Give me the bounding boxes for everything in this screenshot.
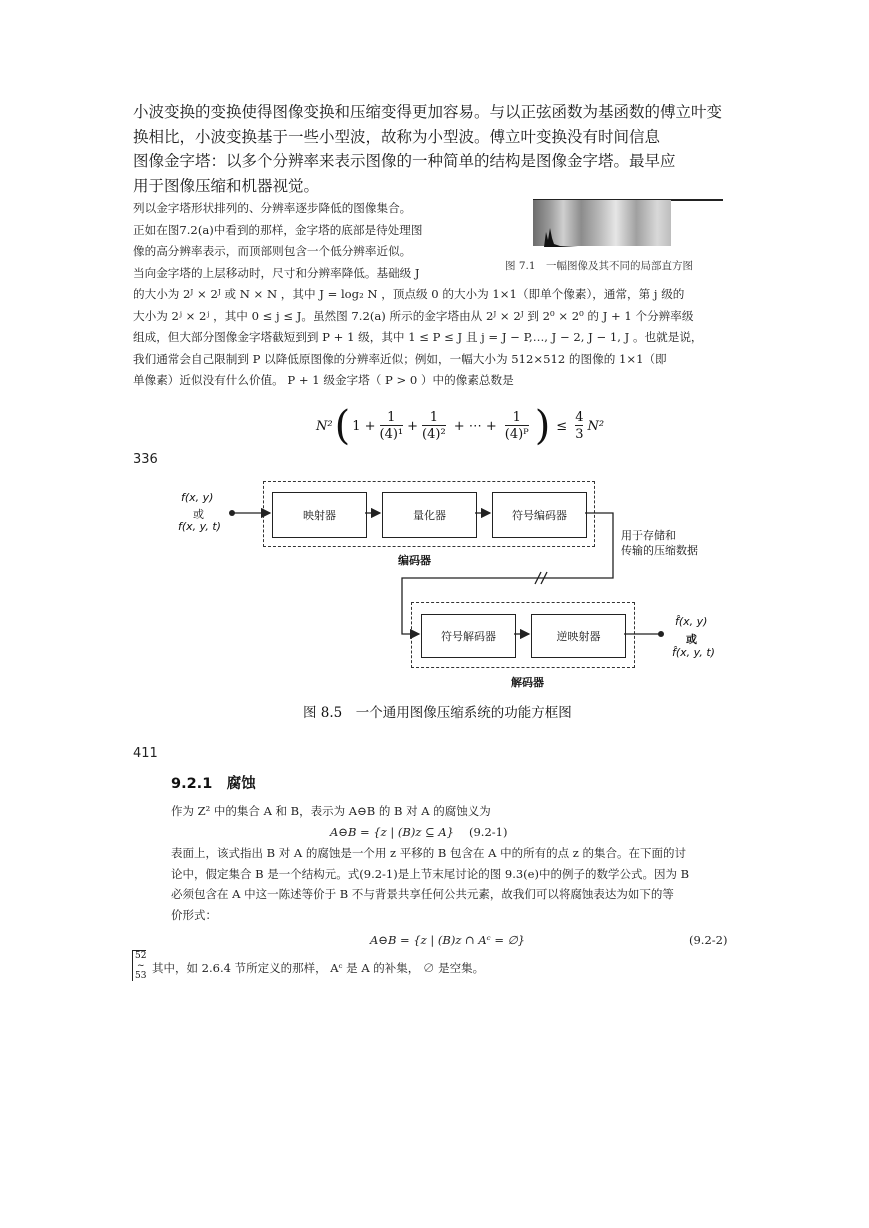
scan-line: 列以金字塔形状排列的、分辨率逐步降低的图像集合。 (133, 201, 412, 215)
formula-lead: N² (316, 418, 333, 434)
scan-line: 正如在图7.2(a)中看到的那样，金字塔的底部是待处理图 (133, 222, 423, 237)
formula-paren-close: ) (534, 403, 551, 449)
page-number: 336 (133, 452, 158, 467)
mapper-box: 映射器 (272, 492, 367, 538)
input-label: f(x, y) (181, 491, 214, 504)
inverse-mapper-box: 逆映射器 (531, 614, 626, 658)
formula-fraction: $\frac{1}{\text{(4)²}}$ (422, 410, 446, 442)
scan-line: 单像素）近似没有什么价值。 P + 1 级金字塔（ P > 0 ）中的像素总数是 (133, 373, 514, 387)
paragraph-line: 必须包含在 A 中这一陈述等价于 B 不与背景共享任何公共元素，故我们可以将腐蚀表达为如下的等 (171, 887, 674, 901)
equation-number: (9.2-2) (689, 933, 728, 947)
pyramid-formula: N² ( 1 + $\frac{1}{\text{(4)¹}}$ + $\frac{1}{\text{(4)²}}$ + ⋯ + $\frac{1}{\text{(4)ᴾ}}$ ) ≤ $\frac{4}{3}$ N² (316, 403, 605, 449)
formula-fraction: $\frac{4}{3}$ (575, 410, 584, 442)
symbol-decoder-box: 符号解码器 (421, 614, 516, 658)
figure-8-5-caption: 图 8.5 一个通用图像压缩系统的功能方框图 (303, 705, 572, 721)
page-number: 411 (133, 746, 158, 761)
decoder-label: 解码器 (511, 676, 544, 689)
paragraph-line: 表面上，该式指出 B 对 A 的腐蚀是一个用 z 平移的 B 包含在 A 中的所有的点 z 的集合。在下面的讨 (171, 846, 686, 860)
paragraph-line: 论中，假定集合 B 是一个结构元。式(9.2-1)是上节末尾讨论的图 9.3(e)中的例子的数学公式。因为 B (171, 866, 690, 881)
output-dot (658, 631, 664, 637)
input-or-label: 或 (193, 508, 204, 521)
equation-9-2-2: A⊖B = {z | (B)z ∩ Aᶜ = ∅} (370, 933, 525, 947)
figure-7-1-caption: 图 7.1 一幅图像及其不同的局部直方图 (505, 260, 694, 272)
intro-line: 用于图像压缩和机器视觉。 (133, 176, 320, 195)
quantizer-box: 量化器 (382, 492, 477, 538)
margin-mark: 52 ~ 53 (132, 950, 146, 981)
scan-line: 像的高分辨率表示，而顶部则包含一个低分辨率近似。 (133, 244, 412, 258)
scan-line: 大小为 2ʲ × 2ʲ ，其中 0 ≤ j ≤ J。虽然图 7.2(a) 所示的金字塔由从 2ᴶ × 2ᴶ 到 2⁰ × 2⁰ 的 J + 1 个分辨率级 (133, 308, 694, 323)
symbol-encoder-box: 符号编码器 (492, 492, 587, 538)
scan-line: 当向金字塔的上层移动时，尺寸和分辨率降低。基础级 J (133, 265, 420, 280)
storage-label: 传输的压缩数据 (621, 544, 698, 557)
intro-line: 图像金字塔：以多个分辨率来表示图像的一种简单的结构是图像金字塔。最早应 (133, 152, 676, 170)
section-paragraph (171, 843, 689, 925)
section-last-line: 其中，如 2.6.4 节所定义的那样， Aᶜ 是 A 的补集， ∅ 是空集。 (152, 961, 485, 975)
section-intro-line: 作为 Z² 中的集合 A 和 B，表示为 A⊖B 的 B 对 A 的腐蚀义为 (171, 804, 491, 818)
equation-9-2-1: A⊖B = {z | (B)z ⊆ A} (330, 825, 454, 839)
storage-label: 用于存储和 (621, 529, 676, 542)
channel-path (402, 513, 613, 634)
equation-number: (9.2-1) (469, 825, 508, 839)
encoder-label: 编码器 (398, 554, 431, 567)
formula-paren-open: ( (334, 403, 351, 449)
output-or-label: 或 (686, 633, 697, 646)
output-label: f̂(x, y) (675, 615, 708, 628)
scan-line: 的大小为 2ᴶ × 2ᴶ 或 N × N ，其中 J = log₂ N ，顶点级 0 的大小为 1×1（即单个像素），通常，第 j 级的 (133, 287, 685, 301)
input-label: f(x, y, t) (178, 520, 221, 533)
scan-line: 我们通常会自己限制到 P 以降低原图像的分辨率近似；例如，一幅大小为 512×512 的图像的 1×1（即 (133, 351, 667, 366)
paragraph-line: 价形式： (171, 907, 217, 922)
output-label: f̂(x, y, t) (672, 646, 715, 659)
intro-line: 换相比，小波变换基于一些小型波，故称为小型波。傅立叶变换没有时间信息 (133, 127, 661, 146)
intro-line: 小波变换的变换使得图像变换和压缩变得更加容易。与以正弦函数为基函数的傅立叶变 (133, 103, 723, 121)
section-heading: 9.2.1 腐蚀 (171, 776, 256, 792)
formula-fraction: $\frac{1}{\text{(4)¹}}$ (379, 410, 404, 442)
scan-line: 组成，但大部分图像金字塔截短到到 P + 1 级，其中 1 ≤ P ≤ J 且 j = J − P,…, J − 2, J − 1, J 。也就是说， (133, 330, 703, 344)
formula-fraction: $\frac{1}{\text{(4)ᴾ}}$ (504, 410, 529, 442)
